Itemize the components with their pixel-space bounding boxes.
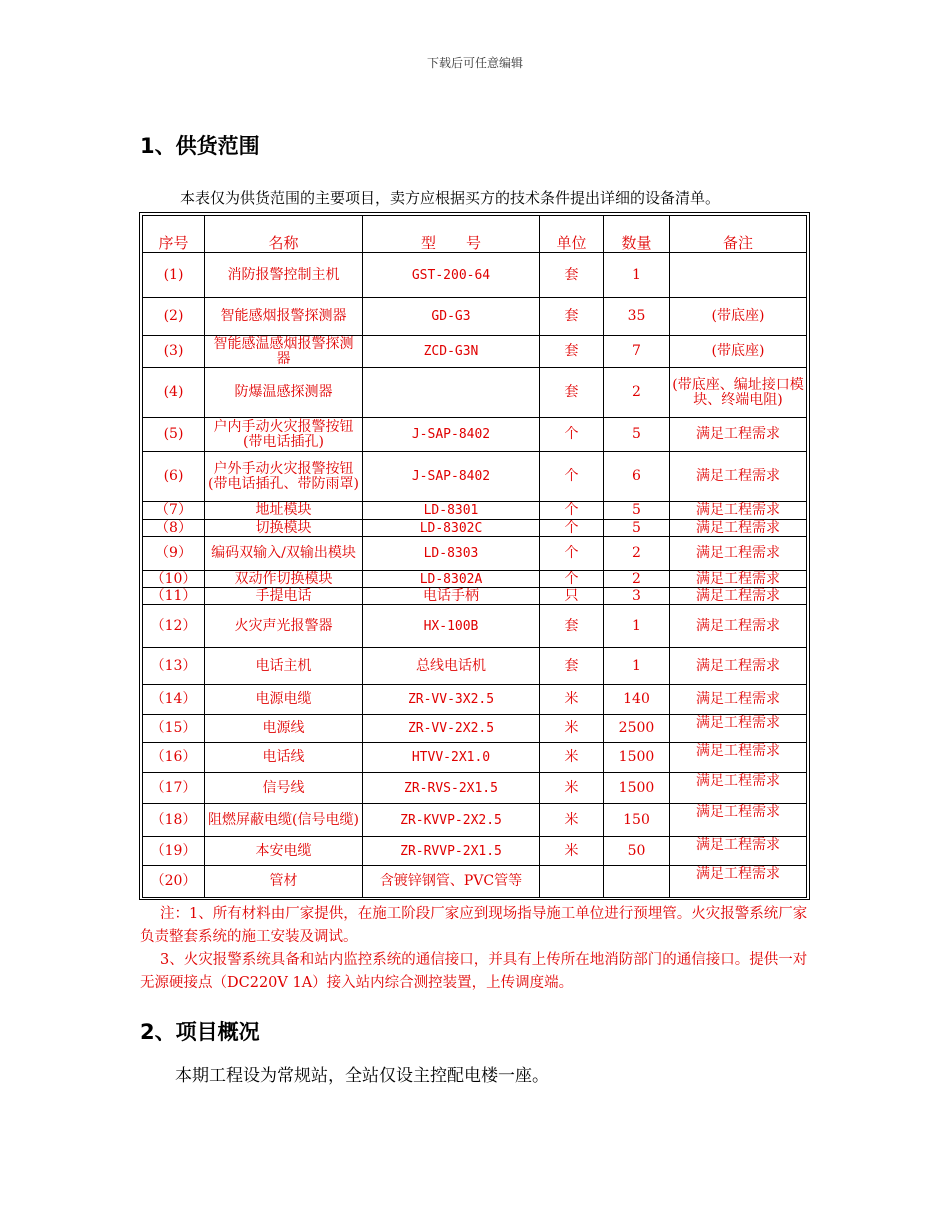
table-row [143, 866, 807, 898]
section1-title: 1、供货范围 [140, 134, 260, 158]
cell-model: LD-8302C [363, 520, 540, 537]
cell-unit: 米 [540, 685, 604, 715]
cell-no: （14） [143, 685, 205, 715]
cell-name: 地址模块 [205, 502, 363, 520]
cell-unit: 米 [540, 773, 604, 804]
table-row [143, 773, 807, 804]
cell-qty: 3 [604, 588, 670, 605]
notes [140, 903, 812, 995]
cell-model: J-SAP-8402 [363, 418, 540, 452]
cell-name: 智能感温感烟报警探测器 [205, 336, 363, 368]
cell-unit: 个 [540, 537, 604, 571]
cell-name: 户内手动火灾报警按钮(带电话插孔) [205, 418, 363, 452]
table-row [143, 368, 807, 418]
cell-no: (4) [143, 368, 205, 418]
cell-no: （19） [143, 837, 205, 866]
cell-no: （15） [143, 715, 205, 743]
cell-unit: 米 [540, 715, 604, 743]
cell-remark: 满足工程需求 [670, 866, 807, 898]
cell-name: 户外手动火灾报警按钮(带电话插孔、带防雨罩) [205, 452, 363, 502]
cell-model: ZR-VV-3X2.5 [363, 685, 540, 715]
cell-qty: 140 [604, 685, 670, 715]
cell-model: GD-G3 [363, 298, 540, 336]
table-row [143, 715, 807, 743]
header-note: 下载后可任意编辑 [426, 56, 523, 70]
cell-no: (2) [143, 298, 205, 336]
cell-no: (5) [143, 418, 205, 452]
table-row [143, 648, 807, 685]
cell-model [363, 368, 540, 418]
cell-model: ZR-RVVP-2X1.5 [363, 837, 540, 866]
cell-remark [670, 253, 807, 298]
cell-no: （17） [143, 773, 205, 804]
cell-model: ZR-VV-2X2.5 [363, 715, 540, 743]
intro-paragraph: 本表仅为供货范围的主要项目，卖方应根据买方的技术条件提出详细的设备清单。 [180, 189, 721, 207]
table-row [143, 520, 807, 537]
table-header-row [143, 216, 807, 253]
cell-unit: 米 [540, 743, 604, 773]
cell-remark: 满足工程需求 [670, 837, 807, 866]
cell-model: 总线电话机 [363, 648, 540, 685]
cell-remark: 满足工程需求 [670, 715, 807, 743]
cell-remark: 满足工程需求 [670, 571, 807, 588]
section2-paragraph: 本期工程设为常规站，全站仅设主控配电楼一座。 [175, 1066, 549, 1086]
cell-remark: 满足工程需求 [670, 804, 807, 837]
table-body [143, 253, 807, 898]
cell-remark: 满足工程需求 [670, 605, 807, 648]
cell-model: LD-8302A [363, 571, 540, 588]
cell-remark: (带底座) [670, 298, 807, 336]
table-row [143, 502, 807, 520]
cell-qty: 7 [604, 336, 670, 368]
cell-unit: 套 [540, 605, 604, 648]
cell-name: 手提电话 [205, 588, 363, 605]
cell-model: J-SAP-8402 [363, 452, 540, 502]
table-row [143, 588, 807, 605]
section2-title: 2、项目概况 [140, 1020, 260, 1044]
cell-remark: 满足工程需求 [670, 685, 807, 715]
cell-qty: 2500 [604, 715, 670, 743]
header-name: 名称 [205, 216, 363, 253]
cell-model: HX-100B [363, 605, 540, 648]
cell-qty: 1 [604, 648, 670, 685]
cell-unit: 套 [540, 298, 604, 336]
cell-qty: 1500 [604, 743, 670, 773]
cell-qty: 1 [604, 605, 670, 648]
cell-name: 电话线 [205, 743, 363, 773]
cell-model: HTVV-2X1.0 [363, 743, 540, 773]
cell-name: 编码双输入/双输出模块 [205, 537, 363, 571]
supply-table [142, 215, 807, 898]
note-1: 注：1、所有材料由厂家提供，在施工阶段厂家应到现场指导施工单位进行预埋管。火灾报警系统厂家负责整套系统的施工安装及调试。 [140, 906, 808, 945]
cell-model: LD-8301 [363, 502, 540, 520]
cell-no: （7） [143, 502, 205, 520]
cell-unit: 个 [540, 571, 604, 588]
header-no: 序号 [143, 216, 205, 253]
cell-model: 电话手柄 [363, 588, 540, 605]
cell-qty: 1 [604, 253, 670, 298]
table-row [143, 804, 807, 837]
cell-no: （16） [143, 743, 205, 773]
header-model: 型 号 [363, 216, 540, 253]
cell-qty: 1500 [604, 773, 670, 804]
cell-unit: 个 [540, 452, 604, 502]
table-row [143, 837, 807, 866]
cell-name: 电源线 [205, 715, 363, 743]
cell-name: 火灾声光报警器 [205, 605, 363, 648]
cell-remark: (带底座) [670, 336, 807, 368]
cell-name: 管材 [205, 866, 363, 898]
cell-qty: 35 [604, 298, 670, 336]
cell-unit [540, 866, 604, 898]
cell-remark: 满足工程需求 [670, 502, 807, 520]
cell-unit: 套 [540, 336, 604, 368]
cell-remark: 满足工程需求 [670, 537, 807, 571]
cell-name: 电源电缆 [205, 685, 363, 715]
cell-name: 电话主机 [205, 648, 363, 685]
cell-qty: 5 [604, 418, 670, 452]
cell-no: （13） [143, 648, 205, 685]
cell-remark: 满足工程需求 [670, 520, 807, 537]
cell-qty: 5 [604, 520, 670, 537]
cell-name: 防爆温感探测器 [205, 368, 363, 418]
table-row [143, 298, 807, 336]
cell-qty: 2 [604, 571, 670, 588]
table-row [143, 537, 807, 571]
cell-no: （12） [143, 605, 205, 648]
cell-qty: 2 [604, 368, 670, 418]
cell-qty: 50 [604, 837, 670, 866]
cell-unit: 个 [540, 520, 604, 537]
cell-unit: 套 [540, 648, 604, 685]
cell-no: （8） [143, 520, 205, 537]
cell-remark: 满足工程需求 [670, 648, 807, 685]
table-row [143, 253, 807, 298]
cell-name: 信号线 [205, 773, 363, 804]
cell-name: 本安电缆 [205, 837, 363, 866]
cell-qty: 6 [604, 452, 670, 502]
cell-model: ZR-RVS-2X1.5 [363, 773, 540, 804]
table-row [143, 452, 807, 502]
cell-name: 切换模块 [205, 520, 363, 537]
table-row [143, 418, 807, 452]
cell-model: GST-200-64 [363, 253, 540, 298]
cell-model: 含镀锌钢管、PVC管等 [363, 866, 540, 898]
cell-no: (6) [143, 452, 205, 502]
cell-no: （9） [143, 537, 205, 571]
note-2: 3、火灾报警系统具备和站内监控系统的通信接口，并具有上传所在地消防部门的通信接口。提供一对无源硬接点（DC220V 1A）接入站内综合测控装置，上传调度端。 [140, 952, 808, 991]
cell-unit: 套 [540, 253, 604, 298]
cell-remark: 满足工程需求 [670, 588, 807, 605]
cell-no: （10） [143, 571, 205, 588]
cell-no: （11） [143, 588, 205, 605]
cell-qty: 150 [604, 804, 670, 837]
header-qty: 数量 [604, 216, 670, 253]
cell-unit: 个 [540, 418, 604, 452]
cell-remark: 满足工程需求 [670, 743, 807, 773]
table-row [143, 743, 807, 773]
cell-qty [604, 866, 670, 898]
cell-remark: 满足工程需求 [670, 773, 807, 804]
cell-remark: 满足工程需求 [670, 418, 807, 452]
cell-unit: 米 [540, 837, 604, 866]
cell-name: 阻燃屏蔽电缆(信号电缆) [205, 804, 363, 837]
cell-no: (1) [143, 253, 205, 298]
cell-qty: 5 [604, 502, 670, 520]
cell-model: ZR-KVVP-2X2.5 [363, 804, 540, 837]
cell-remark: (带底座、编址接口模块、终端电阻) [670, 368, 807, 418]
supply-table-frame [139, 212, 810, 900]
cell-unit: 个 [540, 502, 604, 520]
header-unit: 单位 [540, 216, 604, 253]
cell-qty: 2 [604, 537, 670, 571]
cell-name: 智能感烟报警探测器 [205, 298, 363, 336]
cell-model: LD-8303 [363, 537, 540, 571]
cell-unit: 只 [540, 588, 604, 605]
cell-name: 双动作切换模块 [205, 571, 363, 588]
table-row [143, 685, 807, 715]
table-row [143, 336, 807, 368]
header-remark: 备注 [670, 216, 807, 253]
cell-remark: 满足工程需求 [670, 452, 807, 502]
cell-name: 消防报警控制主机 [205, 253, 363, 298]
table-row [143, 605, 807, 648]
cell-no: (3) [143, 336, 205, 368]
cell-unit: 米 [540, 804, 604, 837]
cell-no: （20） [143, 866, 205, 898]
table-row [143, 571, 807, 588]
cell-no: （18） [143, 804, 205, 837]
cell-unit: 套 [540, 368, 604, 418]
cell-model: ZCD-G3N [363, 336, 540, 368]
